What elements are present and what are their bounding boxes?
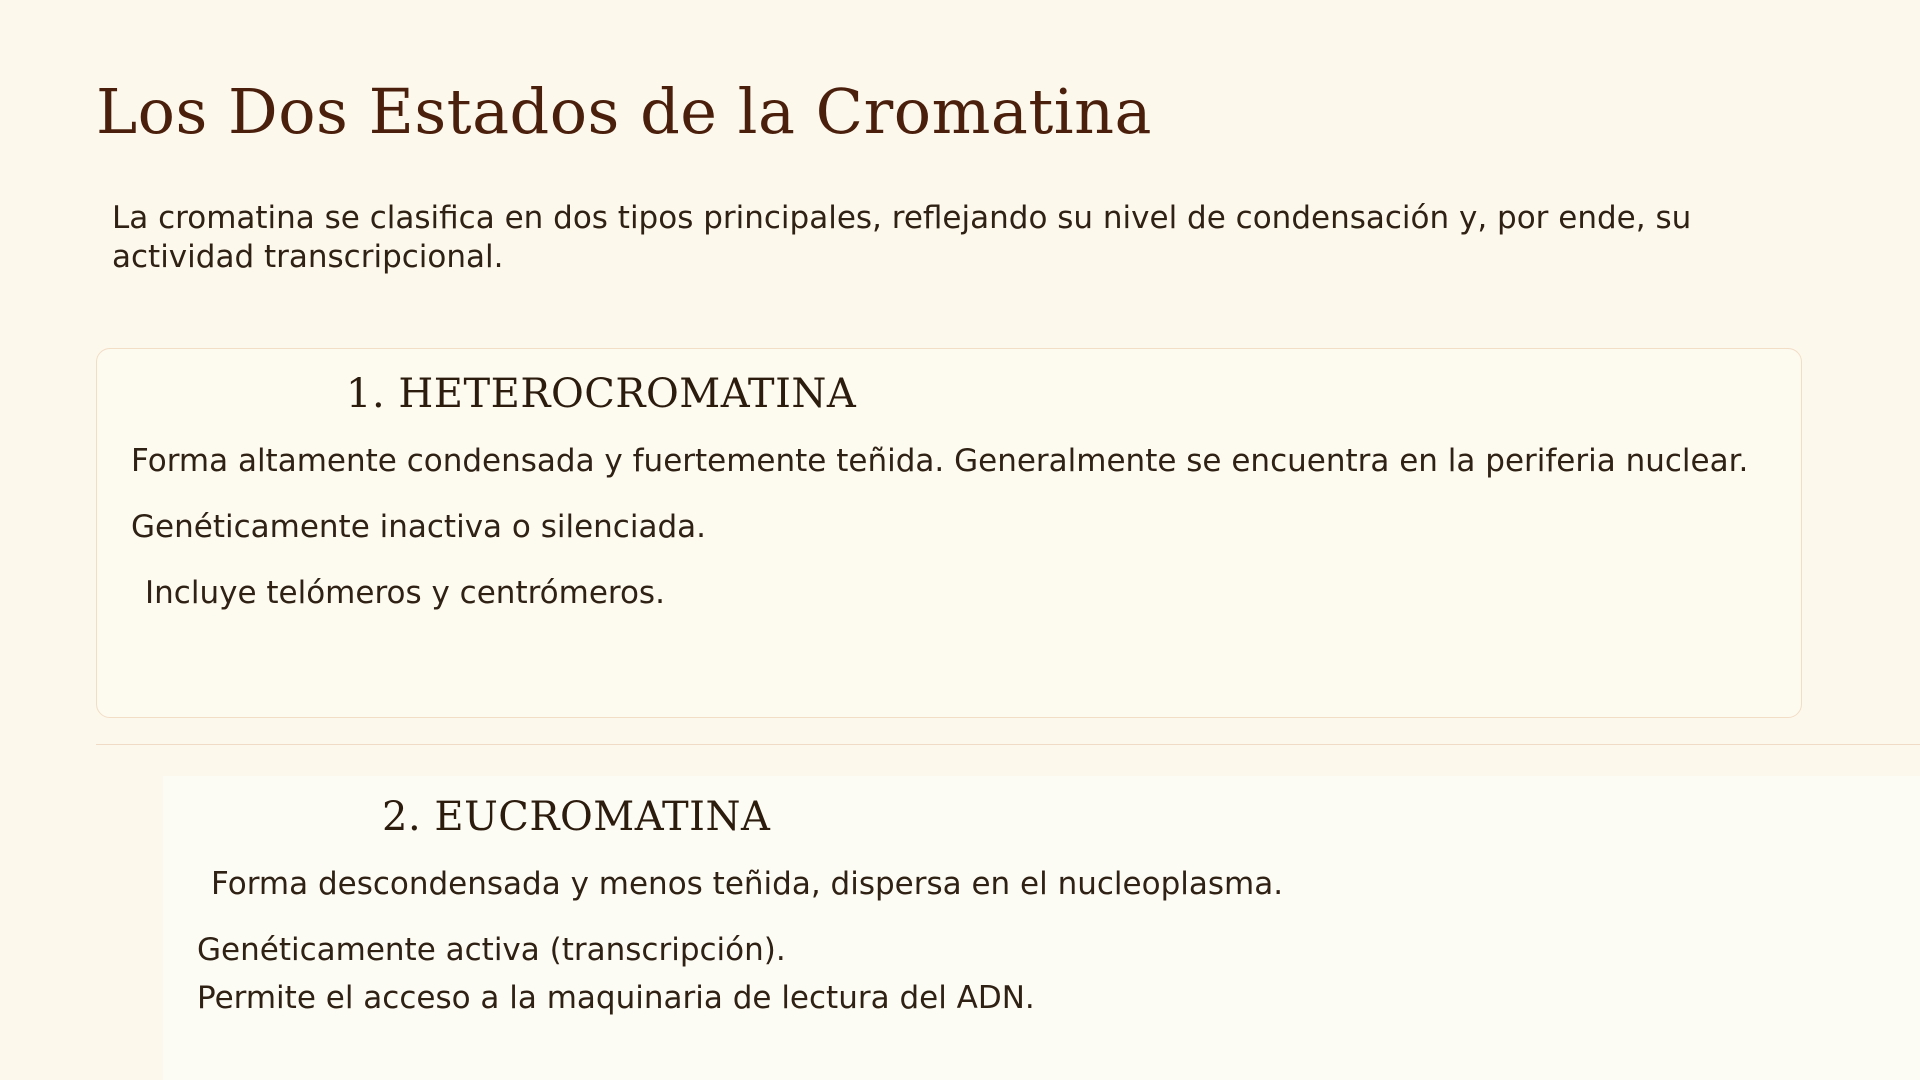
bullet-item: Permite el acceso a la maquinaria de lectura del ADN. bbox=[197, 979, 1035, 1016]
bullet-item: Forma descondensada y menos teñida, dispersa en el nucleoplasma. bbox=[211, 866, 1284, 902]
bullet-item: Genéticamente inactiva o silenciada. bbox=[131, 508, 706, 545]
section-divider bbox=[96, 744, 1920, 745]
bullet-item: Forma altamente condensada y fuertemente teñida. Generalmente se encuentra en la periferia nuclear. bbox=[131, 443, 1749, 479]
slide-intro-text: La cromatina se clasifica en dos tipos principales, reflejando su nivel de condensación y, por ende, su actividad transcripcional. bbox=[112, 200, 1692, 275]
page-title: Los Dos Estados de la Cromatina bbox=[96, 74, 1152, 148]
bullet-item: Incluye telómeros y centrómeros. bbox=[145, 574, 665, 611]
bullet-item: Genéticamente activa (transcripción). bbox=[197, 931, 786, 968]
card-heading-eucromatina: 2. EUCROMATINA bbox=[382, 794, 771, 840]
card-heterocromatina bbox=[96, 348, 1802, 718]
card-eucromatina bbox=[163, 776, 1920, 1080]
card-heading-heterocromatina: 1. HETEROCROMATINA bbox=[346, 371, 857, 417]
